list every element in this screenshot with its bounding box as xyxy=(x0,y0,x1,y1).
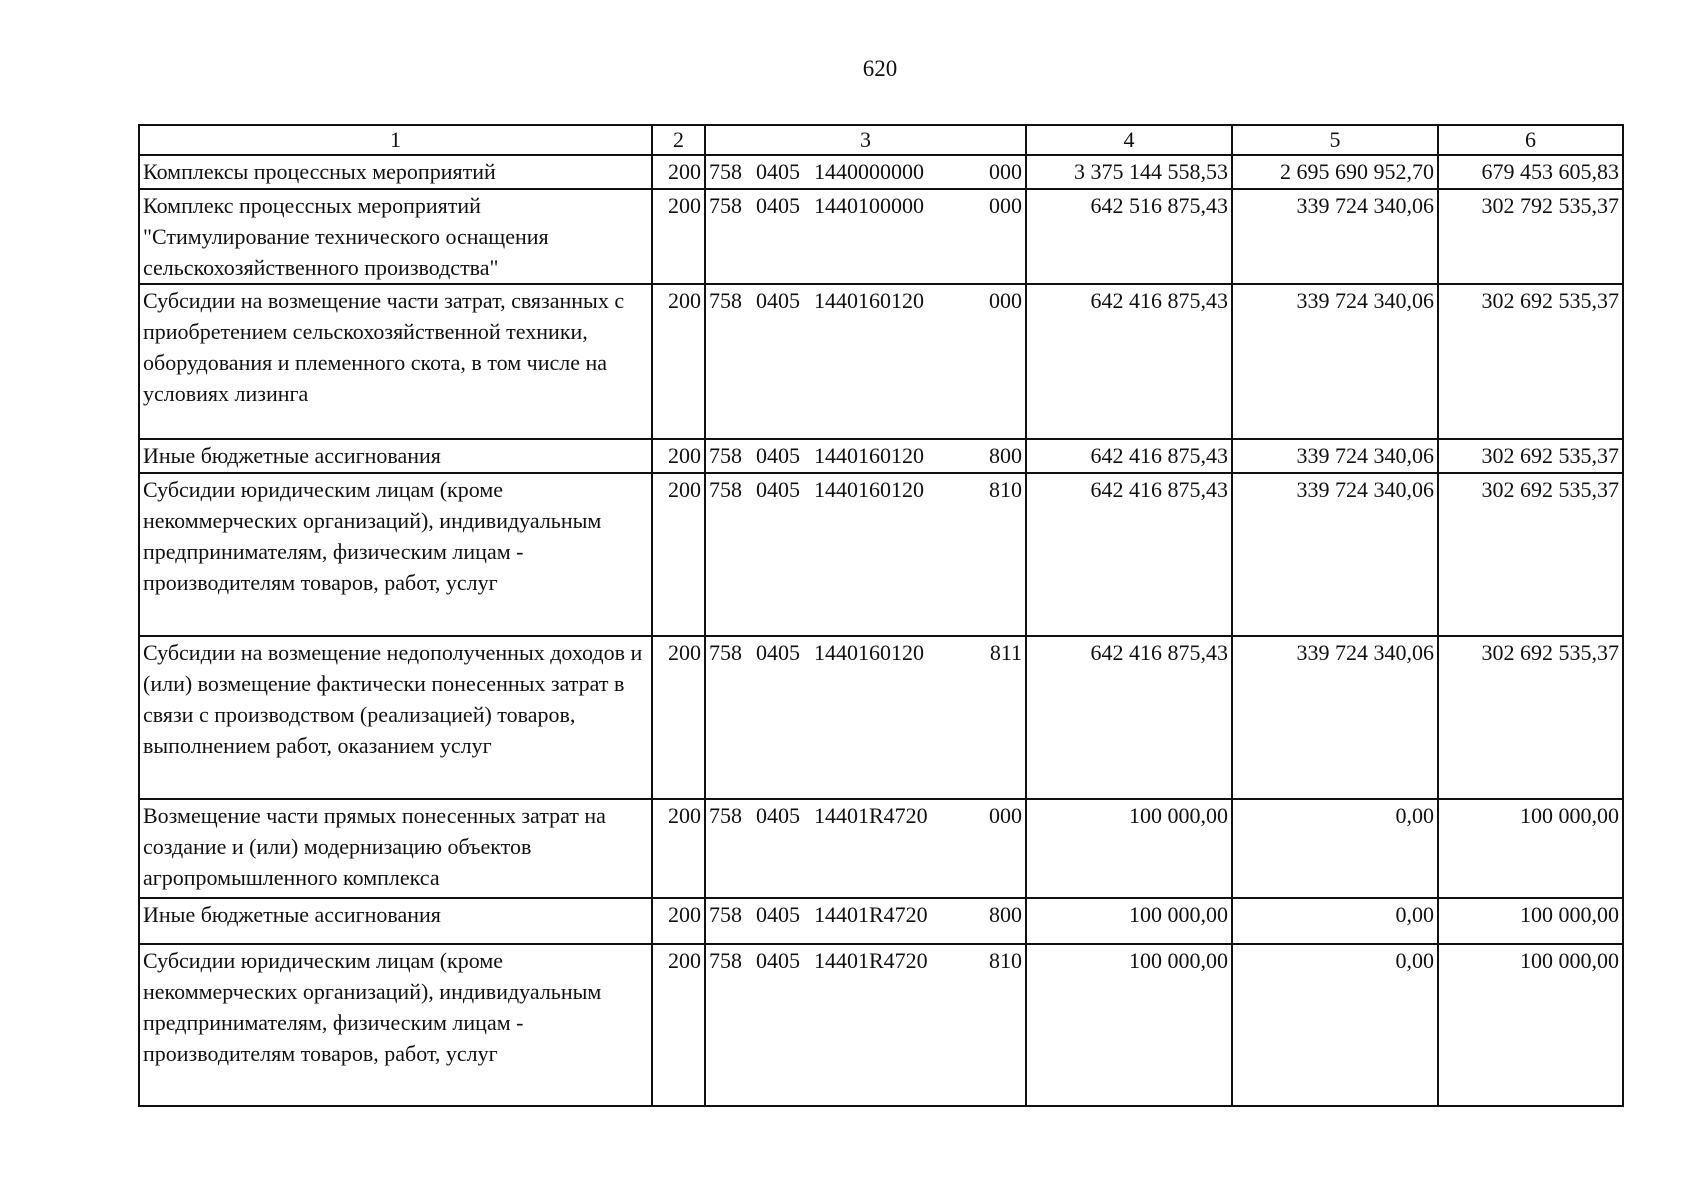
section-code: 0405 xyxy=(756,443,800,468)
header-col-1: 1 xyxy=(139,125,652,155)
row-code xyxy=(705,155,1026,189)
expense-type-code: 810 xyxy=(989,477,1022,502)
expense-type-code: 000 xyxy=(989,159,1022,184)
expense-type-code: 800 xyxy=(989,443,1022,468)
row-col-2: 200 xyxy=(652,155,705,189)
header-col-2: 2 xyxy=(652,125,705,155)
row-value-6: 679 453 605,83 xyxy=(1438,155,1623,189)
row-value-5: 0,00 xyxy=(1232,799,1438,898)
ved-code: 758 xyxy=(709,288,742,313)
expense-type-code: 000 xyxy=(989,193,1022,218)
row-value-5: 0,00 xyxy=(1232,944,1438,1106)
ved-code: 758 xyxy=(709,443,742,468)
target-code: 1440100000 xyxy=(814,193,924,218)
section-code: 0405 xyxy=(756,288,800,313)
section-code: 0405 xyxy=(756,948,800,973)
row-code xyxy=(705,898,1026,944)
row-code xyxy=(705,799,1026,898)
row-value-5: 339 724 340,06 xyxy=(1232,636,1438,799)
row-name: Иные бюджетные ассигнования xyxy=(139,439,652,473)
table-row xyxy=(139,439,1623,473)
row-value-6: 302 792 535,37 xyxy=(1438,189,1623,284)
row-code xyxy=(705,439,1026,473)
table-row xyxy=(139,898,1623,944)
ved-code: 758 xyxy=(709,477,742,502)
row-code xyxy=(705,473,1026,636)
row-name: Комплексы процессных мероприятий xyxy=(139,155,652,189)
row-name: Субсидии на возмещение части затрат, связанных с приобретением сельскохозяйственной техники, оборудования и племенного скота, в том числе на условиях лизинга xyxy=(139,284,652,439)
row-value-6: 100 000,00 xyxy=(1438,799,1623,898)
row-value-5: 339 724 340,06 xyxy=(1232,439,1438,473)
expense-type-code: 810 xyxy=(989,948,1022,973)
expense-type-code: 000 xyxy=(989,803,1022,828)
target-code: 1440160120 xyxy=(814,477,924,502)
ved-code: 758 xyxy=(709,902,742,927)
expense-type-code: 811 xyxy=(989,640,1022,665)
target-code: 14401R4720 xyxy=(814,902,928,927)
budget-table xyxy=(138,124,1624,1107)
section-code: 0405 xyxy=(756,477,800,502)
ved-code: 758 xyxy=(709,193,742,218)
row-code xyxy=(705,189,1026,284)
ved-code: 758 xyxy=(709,159,742,184)
target-code: 14401R4720 xyxy=(814,803,928,828)
header-row xyxy=(139,125,1623,155)
page-number: 620 xyxy=(862,56,898,81)
row-value-5: 0,00 xyxy=(1232,898,1438,944)
header-col-6: 6 xyxy=(1438,125,1623,155)
row-col-2: 200 xyxy=(652,439,705,473)
row-code xyxy=(705,636,1026,799)
row-value-4: 642 416 875,43 xyxy=(1026,473,1232,636)
expense-type-code: 000 xyxy=(989,288,1022,313)
row-value-5: 339 724 340,06 xyxy=(1232,189,1438,284)
row-col-2: 200 xyxy=(652,284,705,439)
row-value-4: 642 416 875,43 xyxy=(1026,636,1232,799)
row-value-6: 302 692 535,37 xyxy=(1438,284,1623,439)
row-col-2: 200 xyxy=(652,898,705,944)
row-col-2: 200 xyxy=(652,636,705,799)
table-row xyxy=(139,944,1623,1106)
row-value-5: 339 724 340,06 xyxy=(1232,284,1438,439)
row-value-6: 302 692 535,37 xyxy=(1438,439,1623,473)
target-code: 1440160120 xyxy=(814,640,924,665)
row-code xyxy=(705,944,1026,1106)
table-row xyxy=(139,473,1623,636)
row-value-4: 642 416 875,43 xyxy=(1026,284,1232,439)
target-code: 1440000000 xyxy=(814,159,924,184)
target-code: 14401R4720 xyxy=(814,948,928,973)
row-col-2: 200 xyxy=(652,473,705,636)
row-col-2: 200 xyxy=(652,944,705,1106)
ved-code: 758 xyxy=(709,640,742,665)
row-value-5: 2 695 690 952,70 xyxy=(1232,155,1438,189)
table-row xyxy=(139,284,1623,439)
header-col-3: 3 xyxy=(705,125,1026,155)
row-value-6: 100 000,00 xyxy=(1438,898,1623,944)
section-code: 0405 xyxy=(756,159,800,184)
section-code: 0405 xyxy=(756,640,800,665)
header-col-5: 5 xyxy=(1232,125,1438,155)
expense-type-code: 800 xyxy=(989,902,1022,927)
table-row xyxy=(139,189,1623,284)
header-col-4: 4 xyxy=(1026,125,1232,155)
row-name: Субсидии юридическим лицам (кроме некоммерческих организаций), индивидуальным предпринимателям, физическим лицам - производителям товаров, работ, услуг xyxy=(139,944,652,1106)
row-name: Субсидии юридическим лицам (кроме некоммерческих организаций), индивидуальным предпринимателям, физическим лицам - производителям товаров, работ, услуг xyxy=(139,473,652,636)
row-value-6: 100 000,00 xyxy=(1438,944,1623,1106)
row-value-5: 339 724 340,06 xyxy=(1232,473,1438,636)
ved-code: 758 xyxy=(709,948,742,973)
row-value-4: 642 516 875,43 xyxy=(1026,189,1232,284)
row-name: Субсидии на возмещение недополученных доходов и (или) возмещение фактически понесенных затрат в связи с производством (реализацией) товаров, выполнением работ, оказанием услуг xyxy=(139,636,652,799)
section-code: 0405 xyxy=(756,193,800,218)
table-row xyxy=(139,799,1623,898)
row-value-4: 100 000,00 xyxy=(1026,898,1232,944)
row-name: Возмещение части прямых понесенных затрат на создание и (или) модернизацию объектов агропромышленного комплекса xyxy=(139,799,652,898)
row-value-6: 302 692 535,37 xyxy=(1438,473,1623,636)
row-value-4: 642 416 875,43 xyxy=(1026,439,1232,473)
target-code: 1440160120 xyxy=(814,288,924,313)
row-name: Иные бюджетные ассигнования xyxy=(139,898,652,944)
target-code: 1440160120 xyxy=(814,443,924,468)
row-col-2: 200 xyxy=(652,189,705,284)
row-col-2: 200 xyxy=(652,799,705,898)
row-value-4: 100 000,00 xyxy=(1026,944,1232,1106)
section-code: 0405 xyxy=(756,803,800,828)
row-value-4: 100 000,00 xyxy=(1026,799,1232,898)
row-code xyxy=(705,284,1026,439)
row-value-4: 3 375 144 558,53 xyxy=(1026,155,1232,189)
table-row xyxy=(139,155,1623,189)
row-value-6: 302 692 535,37 xyxy=(1438,636,1623,799)
ved-code: 758 xyxy=(709,803,742,828)
row-name: Комплекс процессных мероприятий "Стимулирование технического оснащения сельскохозяйственного производства" xyxy=(139,189,652,284)
table-row xyxy=(139,636,1623,799)
section-code: 0405 xyxy=(756,902,800,927)
